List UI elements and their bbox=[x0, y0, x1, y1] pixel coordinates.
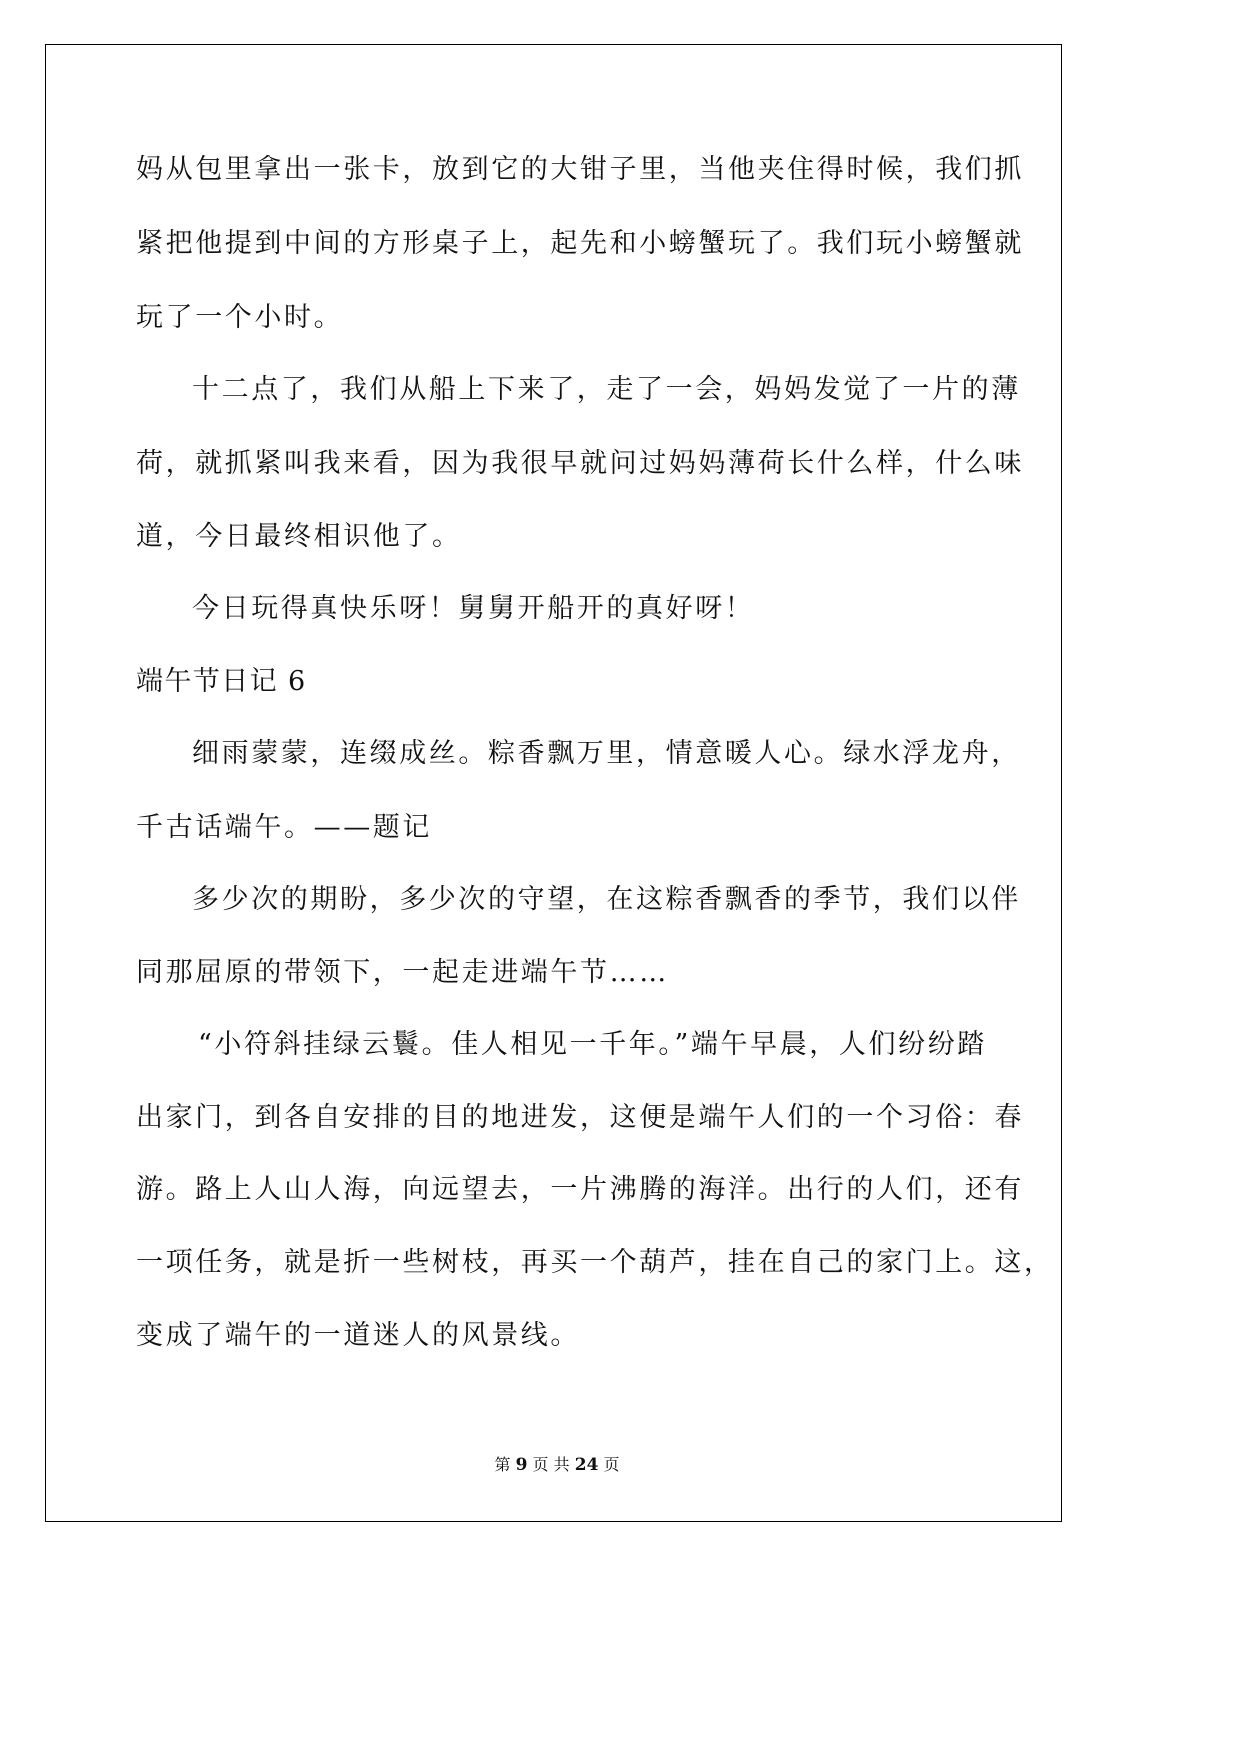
footer-total-prefix: 共 bbox=[553, 1455, 570, 1474]
footer-page-unit: 页 bbox=[532, 1455, 549, 1474]
body-line: 游。路上人山人海，向远望去，一片沸腾的海洋。出行的人们，还有 bbox=[136, 1174, 1024, 1205]
body-line: 道，今日最终相识他了。 bbox=[136, 521, 462, 552]
body-line: 十二点了，我们从船上下来了，走了一会，妈妈发觉了一片的薄 bbox=[192, 374, 1021, 405]
section-heading: 端午节日记 6 bbox=[136, 666, 307, 697]
body-line: 细雨蒙蒙，连缀成丝。粽香飘万里，情意暖人心。绿水浮龙舟， bbox=[192, 738, 1021, 769]
body-line: 荷，就抓紧叫我来看，因为我很早就问过妈妈薄荷长什么样，什么味 bbox=[136, 448, 1024, 479]
body-line: 千古话端午。——题记 bbox=[136, 812, 432, 843]
page-border bbox=[45, 44, 1062, 1522]
body-line: 变成了端午的一道迷人的风景线。 bbox=[136, 1320, 580, 1351]
footer-total-unit: 页 bbox=[603, 1455, 620, 1474]
current-page-number: 9 bbox=[515, 1455, 528, 1475]
footer-prefix: 第 bbox=[494, 1455, 511, 1474]
body-line: 妈从包里拿出一张卡，放到它的大钳子里，当他夹住得时候，我们抓 bbox=[136, 154, 1024, 185]
body-line: 同那屈原的带领下，一起走进端午节…… bbox=[136, 957, 669, 988]
body-line: 一项任务，就是折一些树枝，再买一个葫芦，挂在自己的家门上。这， bbox=[136, 1247, 1054, 1278]
page-footer bbox=[0, 1452, 1114, 1475]
body-line: 出家门，到各自安排的目的地进发，这便是端午人们的一个习俗：春 bbox=[136, 1102, 1024, 1133]
body-line: 今日玩得真快乐呀！舅舅开船开的真好呀！ bbox=[192, 593, 755, 624]
body-line: 紧把他提到中间的方形桌子上，起先和小螃蟹玩了。我们玩小螃蟹就 bbox=[136, 228, 1024, 259]
body-line: “小符斜挂绿云鬟。佳人相见一千年。”端午早晨，人们纷纷踏 bbox=[198, 1029, 987, 1060]
total-page-number: 24 bbox=[574, 1455, 599, 1475]
body-line: 玩了一个小时。 bbox=[136, 302, 344, 333]
body-line: 多少次的期盼，多少次的守望，在这粽香飘香的季节，我们以伴 bbox=[192, 884, 1021, 915]
